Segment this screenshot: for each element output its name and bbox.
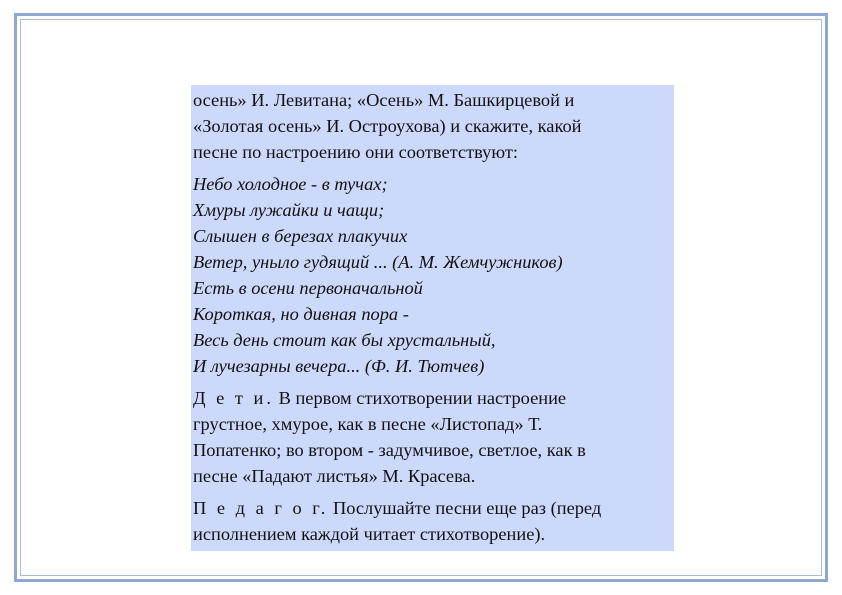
poem-line: Есть в осени первоначальной (193, 278, 423, 298)
text-line: песне по настроению они соответствуют: (193, 142, 519, 162)
text-box (191, 85, 674, 551)
poem-line: Весь день стоит как бы хрустальный, (193, 330, 496, 350)
text-line: «Золотая осень» И. Остроухова) и скажите, какой (193, 116, 582, 136)
text-line: грустное, хмурое, как в песне «Листопад» Т. (193, 414, 543, 434)
poem-line: Слышен в березах плакучих (193, 226, 408, 246)
teacher-text: Послушайте песни еще раз (перед (328, 498, 602, 518)
text-line: исполнением каждой читает стихотворение). (193, 524, 546, 544)
answer-text: В первом стихотворении настроение (273, 388, 567, 408)
poem-quote (193, 171, 674, 379)
poem-line: Небо холодное - в тучах; (193, 174, 388, 194)
text-line: Попатенко; во втором - задумчивое, светлое, как в (193, 440, 586, 460)
text-line (193, 385, 674, 411)
speaker-teacher: П е д а г о г. (193, 498, 329, 518)
text-line: песне «Падают листья» М. Красева. (193, 466, 476, 486)
speaker-children: Д е т и. (193, 388, 274, 408)
poem-line: И лучезарны вечера... (Ф. И. Тютчев) (193, 356, 485, 376)
poem-line: Хмуры лужайки и чащи; (193, 200, 385, 220)
teacher-paragraph (193, 495, 674, 547)
text-line (193, 495, 674, 521)
poem-line: Короткая, но дивная пора - (193, 304, 409, 324)
children-answer-paragraph (193, 385, 674, 489)
poem-line: Ветер, уныло гудящий ... (А. М. Жемчужников) (193, 252, 563, 272)
intro-paragraph (193, 87, 674, 165)
text-line: осень» И. Левитана; «Осень» М. Башкирцевой и (193, 90, 575, 110)
